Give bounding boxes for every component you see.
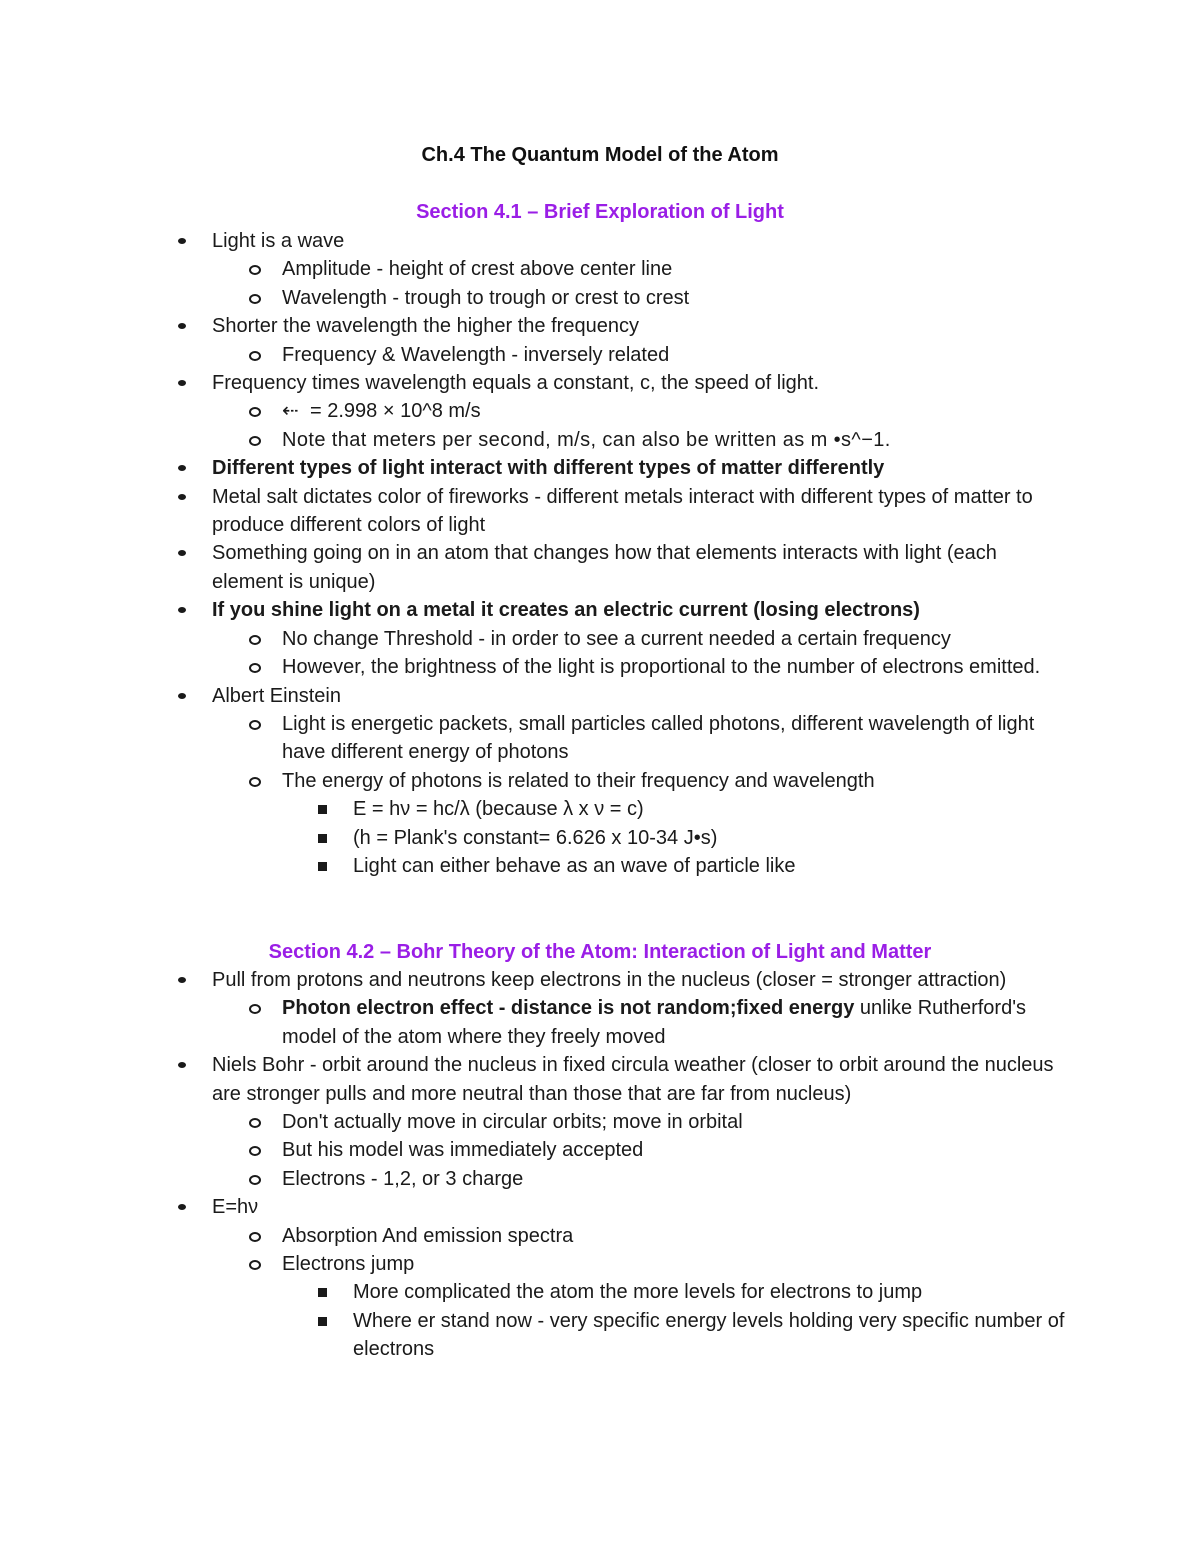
speed-of-light-symbol: ⇠ xyxy=(282,400,299,423)
bullet-dot-icon xyxy=(176,227,188,255)
list-item-text: Light can either behave as an wave of particle like xyxy=(353,854,796,877)
list-item-text: Electrons jump xyxy=(282,1253,415,1276)
list-item-text: Something going on in an atom that changes how that elements interacts with light (each element is unique) xyxy=(212,542,997,593)
list-item-text: Don't actually move in circular orbits; move in orbital xyxy=(282,1111,743,1134)
bullet-dot-icon xyxy=(176,539,188,567)
section-heading-4-1: Section 4.1 – Brief Exploration of Light xyxy=(416,201,784,223)
bullet-circle-icon xyxy=(248,1165,262,1193)
list-item-text: Where er stand now - very specific energy levels holding very specific number of electrons xyxy=(353,1309,1065,1361)
list-item xyxy=(0,625,1072,653)
list-item xyxy=(0,852,1073,880)
list-item xyxy=(0,397,1072,425)
list-item xyxy=(0,1108,1072,1136)
list-item xyxy=(0,483,1072,540)
bullet-circle-icon xyxy=(248,767,262,795)
list-item xyxy=(0,426,1072,454)
list-item-text: If you shine light on a metal it creates an electric current (losing electrons) xyxy=(212,599,920,622)
list-item xyxy=(0,341,1072,369)
list-item xyxy=(0,1222,1072,1250)
list-item xyxy=(0,824,1073,852)
bullet-circle-icon xyxy=(248,710,262,738)
list-item-text: Shorter the wavelength the higher the frequency xyxy=(212,315,639,338)
list-item-text: Note that meters per second, m/s, can also be written as m •s^−1. xyxy=(282,428,891,451)
list-item-text: Frequency & Wavelength - inversely related xyxy=(282,343,670,366)
list-item xyxy=(0,966,1072,994)
bullet-circle-icon xyxy=(248,625,262,653)
list-item-text: Albert Einstein xyxy=(212,684,341,707)
list-item-text: Light is a wave xyxy=(212,230,345,252)
bullet-circle-icon xyxy=(248,994,262,1022)
list-item xyxy=(0,1250,1072,1278)
list-item xyxy=(0,227,1072,255)
list-item xyxy=(0,312,1072,340)
bullet-dot-icon xyxy=(176,966,188,994)
document-title: Ch.4 The Quantum Model of the Atom xyxy=(421,144,779,166)
bullet-dot-icon xyxy=(176,596,188,624)
list-item xyxy=(0,596,1072,624)
bullet-dot-icon xyxy=(176,369,188,397)
bullet-dot-icon xyxy=(176,1051,188,1079)
list-item-text: Pull from protons and neutrons keep electrons in the nucleus (closer = stronger attraction) xyxy=(212,969,1007,991)
list-item xyxy=(0,994,1072,1051)
bullet-square-icon xyxy=(317,1307,331,1335)
bullet-circle-icon xyxy=(248,1250,262,1278)
bullet-circle-icon xyxy=(248,284,262,312)
list-item-text: Amplitude - height of crest above center line xyxy=(282,258,673,281)
bullet-circle-icon xyxy=(248,1136,262,1164)
section-4-1-notes xyxy=(0,227,1200,880)
bullet-circle-icon xyxy=(248,653,262,681)
list-item-text: E = hν = hc/λ (because λ x ν = c) xyxy=(353,798,644,821)
bullet-dot-icon xyxy=(176,483,188,511)
list-item-text: Absorption And emission spectra xyxy=(282,1224,574,1247)
list-item-text: Light is energetic packets, small particles called photons, different wavelength of light have different energy of photons xyxy=(282,712,1035,764)
list-item xyxy=(0,1278,1073,1306)
list-item-text: (h = Plank's constant= 6.626 x 10-34 J•s) xyxy=(353,826,718,849)
list-item-text: The energy of photons is related to their frequency and wavelength xyxy=(282,769,875,792)
list-item xyxy=(0,795,1073,823)
list-item xyxy=(0,710,1072,767)
list-item-text: Wavelength - trough to trough or crest to crest xyxy=(282,286,690,309)
list-item-bold-text: Photon electron effect - distance is not random;fixed energy xyxy=(282,997,855,1020)
bullet-square-icon xyxy=(317,1278,331,1306)
list-item xyxy=(0,682,1072,710)
section-4-2-notes xyxy=(0,966,1200,1364)
list-item xyxy=(0,1136,1072,1164)
list-item-text: No change Threshold - in order to see a current needed a certain frequency xyxy=(282,627,951,650)
section-heading-4-2: Section 4.2 – Bohr Theory of the Atom: Interaction of Light and Matter xyxy=(268,941,932,963)
list-item-text: Niels Bohr - orbit around the nucleus in fixed circula weather (closer to orbit around the nucleus are stronger pulls and more neutral than those that are far from nucleus) xyxy=(212,1054,1054,1105)
bullet-circle-icon xyxy=(248,1222,262,1250)
list-item xyxy=(0,767,1072,795)
list-item xyxy=(0,369,1072,397)
bullet-dot-icon xyxy=(176,682,188,710)
bullet-circle-icon xyxy=(248,341,262,369)
list-item-text: Different types of light interact with different types of matter differently xyxy=(212,457,885,480)
bullet-circle-icon xyxy=(248,397,262,425)
list-item-text: Electrons - 1,2, or 3 charge xyxy=(282,1167,524,1190)
bullet-square-icon xyxy=(317,852,331,880)
bullet-circle-icon xyxy=(248,255,262,283)
bullet-dot-icon xyxy=(176,454,188,482)
list-item-text: Metal salt dictates color of fireworks - different metals interact with different types of matter to produce different colors of light xyxy=(212,485,1033,537)
list-item-text: Frequency times wavelength equals a constant, c, the speed of light. xyxy=(212,372,820,395)
bullet-dot-icon xyxy=(176,312,188,340)
bullet-square-icon xyxy=(317,824,331,852)
list-item-text: E=hν xyxy=(212,1196,259,1219)
list-item xyxy=(0,284,1072,312)
list-item-text: However, the brightness of the light is proportional to the number of electrons emitted. xyxy=(282,656,1041,679)
list-item xyxy=(0,1307,1073,1364)
list-item-text: unlike Rutherford's model of the atom where they freely moved xyxy=(282,997,1027,1048)
list-item-text: = 2.998 × 10^8 m/s xyxy=(310,400,481,423)
bullet-circle-icon xyxy=(248,426,262,454)
list-item xyxy=(0,653,1072,681)
bullet-square-icon xyxy=(317,795,331,823)
list-item xyxy=(0,539,1072,596)
list-item xyxy=(0,1051,1072,1108)
bullet-dot-icon xyxy=(176,1193,188,1221)
list-item-text: More complicated the atom the more levels for electrons to jump xyxy=(353,1281,923,1304)
list-item-text: But his model was immediately accepted xyxy=(282,1139,644,1162)
list-item xyxy=(0,1165,1072,1193)
bullet-circle-icon xyxy=(248,1108,262,1136)
list-item xyxy=(0,1193,1072,1221)
list-item xyxy=(0,255,1072,283)
list-item xyxy=(0,454,1072,482)
